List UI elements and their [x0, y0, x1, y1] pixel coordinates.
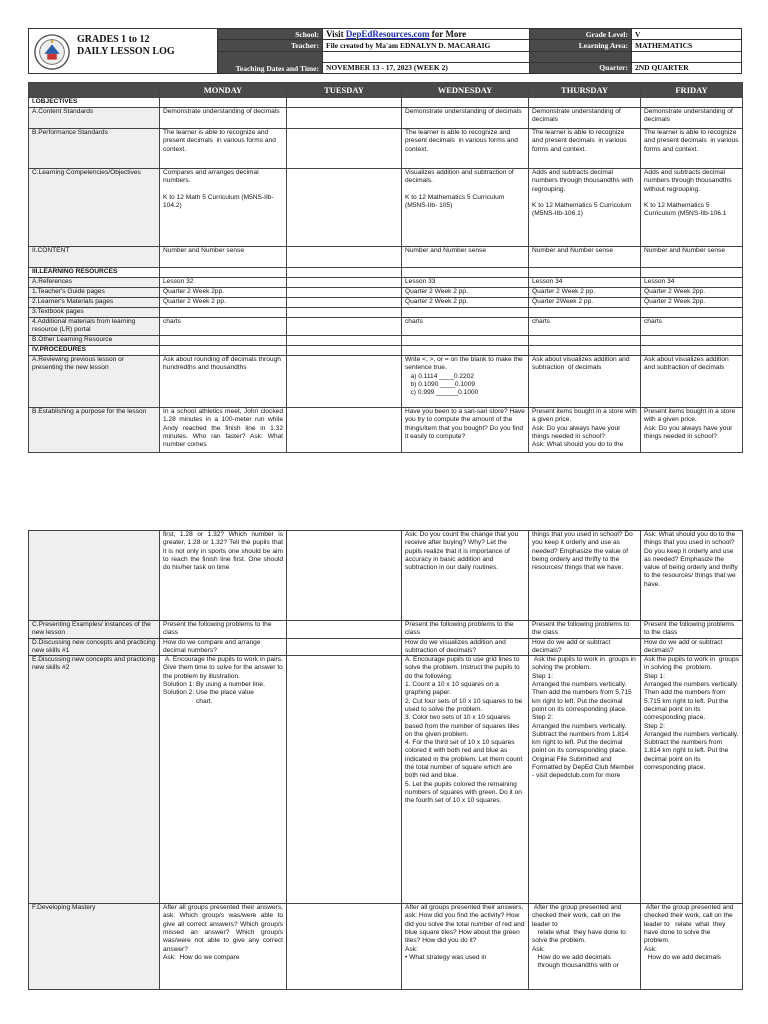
lesson-cell-wednesday: Present the following problems to the class: [402, 621, 529, 639]
grade-label: Grade Level:: [530, 29, 632, 40]
teacher-value: File created by Ma'am EDNALYN D. MACARAIG: [323, 40, 530, 51]
school-link[interactable]: DepEdResources.com: [345, 28, 430, 39]
lesson-cell-monday: Demonstrate understanding of decimals: [160, 108, 287, 129]
lesson-cell-friday: Adds and subtracts decimal numbers through thousandths without regrouping. K to 12 Mathematics 5 Curriculum (M5NS-IIb-106.1: [641, 169, 743, 247]
lesson-row: [29, 247, 743, 268]
lesson-cell-thursday: Ask the pupils to work in groups in solving the problem. Step 1: Arranged the numbers vertically. Then add the numbers from 5.715 km right to left. Put the decimal point on its corresponding place. Step 2: Arranged the numbers vertically. Subtract the numbers from 1.814 km right to left. Put the decimal point on its corresponding place. Original File Submitted and Formatted by DepEd Club Member - visit depedclub.com for more: [529, 656, 641, 904]
lesson-cell-wednesday: Quarter 2 Week 2 pp.: [402, 288, 529, 298]
lesson-row: [29, 129, 743, 169]
lesson-cell-tuesday: [287, 318, 402, 336]
grade-value: V: [632, 29, 742, 40]
lesson-cell-friday: Lesson 34: [641, 278, 743, 288]
dates-spacer: [323, 51, 530, 62]
lesson-cell-thursday: Number and Number sense: [529, 247, 641, 268]
lesson-cell-friday: [641, 346, 743, 356]
row-label: 1.Teacher's Guide pages: [29, 288, 160, 298]
page-gap: [0, 476, 768, 530]
lesson-cell-friday: After the group presented and checked their work, call on the leader to relate what they have done to solve the problem. Ask: How do we add decimals: [641, 904, 743, 990]
lesson-cell-friday: Quarter 2 Week 2pp.: [641, 288, 743, 298]
lesson-cell-tuesday: [287, 247, 402, 268]
lesson-cell-monday: Number and Number sense: [160, 247, 287, 268]
lesson-cell-friday: [641, 98, 743, 108]
row-label: II.CONTENT: [29, 247, 160, 268]
lesson-row: [29, 356, 743, 408]
lesson-cell-monday: In a school athletics meet, John clocked 1.28 minutes in a 100-meter run while Andy reached the finish line in 1.32 minutes. Who ran faster? Ask: What number comes: [160, 408, 287, 453]
dates-value: NOVEMBER 13 - 17, 2023 (WEEK 2): [323, 62, 530, 73]
lesson-cell-wednesday: [402, 308, 529, 318]
lesson-cell-monday: A. Encourage the pupils to work in pairs. Give them time to solve for the answer to the problem by illustration. Solution 1: By using a number line. Solution 2: Use the place value chart.: [160, 656, 287, 904]
lesson-cell-wednesday: Have you been to a sari-sari store? Have you try to compute the amount of the things/item that you bought? Do you find it easily to compute?: [402, 408, 529, 453]
day-header: THURSDAY: [529, 83, 641, 98]
lesson-cell-tuesday: [287, 408, 402, 453]
quarter-value: 2ND QUARTER: [632, 62, 742, 73]
lesson-cell-tuesday: [287, 638, 402, 656]
lesson-cell-wednesday: charts: [402, 318, 529, 336]
lesson-row: [29, 108, 743, 129]
lesson-cell-thursday: How do we add or subtract decimals?: [529, 638, 641, 656]
lesson-cell-monday: [160, 336, 287, 346]
lesson-cell-thursday: Quarter 2 Week 2 pp.: [529, 288, 641, 298]
lesson-cell-friday: [641, 268, 743, 278]
lesson-cell-monday: charts: [160, 318, 287, 336]
row-label: F.Developing Mastery: [29, 904, 160, 990]
lesson-cell-thursday: [529, 346, 641, 356]
row-label: [29, 531, 160, 621]
lesson-cell-tuesday: [287, 108, 402, 129]
lesson-cell-friday: charts: [641, 318, 743, 336]
lesson-cell-tuesday: [287, 904, 402, 990]
quarter-label: Quarter:: [530, 62, 632, 73]
lesson-cell-monday: [160, 98, 287, 108]
lesson-cell-monday: [160, 346, 287, 356]
lesson-cell-thursday: Lesson 34: [529, 278, 641, 288]
lesson-cell-friday: Demonstrate understanding of decimals: [641, 108, 743, 129]
row-label: B.Performance Standards: [29, 129, 160, 169]
lesson-cell-monday: [160, 268, 287, 278]
lesson-cell-wednesday: The learner is able to recognize and present decimals in various forms and context.: [402, 129, 529, 169]
title-line2: DAILY LESSON LOG: [77, 46, 175, 57]
row-label: B.Establishing a purpose for the lesson: [29, 408, 160, 453]
section-row: [29, 346, 743, 356]
lesson-cell-thursday: charts: [529, 318, 641, 336]
lesson-cell-monday: Ask about rounding off decimals through hundredths and thousandths: [160, 356, 287, 408]
lesson-cell-tuesday: [287, 169, 402, 247]
school-label: School:: [218, 29, 323, 40]
lesson-row: [29, 308, 743, 318]
lesson-cell-friday: Ask the pupils to work in groups in solving the problem. Step 1: Arranged the numbers vertically. Then add the numbers from 5.715 km right to left. Put the decimal point on its corresponding place. Step 2: Arranged the numbers vertically. Subtract the numbers from 1.814 km right to left. Put the decimal point on its corresponding place.: [641, 656, 743, 904]
row-label: 2.Learner's Materials pages: [29, 298, 160, 308]
lesson-cell-friday: The learner is able to recognize and present decimals in various forms and context.: [641, 129, 743, 169]
lesson-cell-tuesday: [287, 356, 402, 408]
row-label: A.Content Standards: [29, 108, 160, 129]
lesson-row: [29, 318, 743, 336]
lesson-cell-thursday: Ask about visualizes addition and subtraction of decimals: [529, 356, 641, 408]
lesson-cell-monday: [160, 308, 287, 318]
lesson-cell-tuesday: [287, 346, 402, 356]
teacher-label: Teacher:: [218, 40, 323, 51]
row-label: 4.Additional materials from learning resource (LR) portal: [29, 318, 160, 336]
row-label: III.LEARNING RESOURCES: [29, 268, 160, 278]
lesson-row: [29, 336, 743, 346]
lesson-cell-thursday: [529, 308, 641, 318]
lesson-cell-friday: Number and Number sense: [641, 247, 743, 268]
lesson-cell-thursday: Adds and subtracts decimal numbers through thousandths with regrouping. K to 12 Mathematics 5 Curriculum (M5NS-IIb-106.1): [529, 169, 641, 247]
lesson-cell-thursday: things that you used in school? Do you keep it orderly and use as needed? Emphasize the value of being orderly and thrifty to the resources/ things that we have.: [529, 531, 641, 621]
lesson-cell-wednesday: Ask: Do you count the change that you receive after buying? Why? Let the pupils realize that it is importance of accuracy in basic addition and subtraction in our daily routines.: [402, 531, 529, 621]
lesson-cell-wednesday: [402, 336, 529, 346]
day-header: TUESDAY: [287, 83, 402, 98]
lesson-row: [29, 904, 743, 990]
lesson-cell-wednesday: Quarter 2 Week 2 pp.: [402, 298, 529, 308]
lesson-cell-tuesday: [287, 278, 402, 288]
deped-seal-icon: [33, 33, 71, 71]
lesson-cell-tuesday: [287, 298, 402, 308]
row-label: B.Other Learning Resource: [29, 336, 160, 346]
lesson-cell-tuesday: [287, 268, 402, 278]
lesson-cell-thursday: Present the following problems to the class: [529, 621, 641, 639]
lesson-cell-tuesday: [287, 98, 402, 108]
lesson-cell-thursday: [529, 268, 641, 278]
lesson-cell-wednesday: After all groups presented their answers, ask: How did you find the activity? How did you solve the total number of red and blue square tiles? How about the green tiles? How did you do it? Ask: • What strategy was used in: [402, 904, 529, 990]
lesson-cell-monday: Quarter 2 Week 2pp.: [160, 288, 287, 298]
day-header: MONDAY: [160, 83, 287, 98]
area-label: Learning Area:: [530, 40, 632, 51]
title-line1: GRADES 1 to 12: [77, 34, 150, 45]
lesson-cell-wednesday: [402, 268, 529, 278]
lesson-cell-thursday: Present items bought in a store with a given price. Ask: Do you always have your things needed in school? Ask: What should you do to the: [529, 408, 641, 453]
lesson-cell-wednesday: Visualizes addition and subtraction of decimals. K to 12 Mathematics 5 Curriculum (M5NS-IIb- 105): [402, 169, 529, 247]
spacer-label: [530, 51, 632, 62]
row-label: E.Discussing new concepts and practicing new skills #2: [29, 656, 160, 904]
logo-cell: [29, 29, 218, 74]
section-row: [29, 268, 743, 278]
lesson-cell-thursday: [529, 98, 641, 108]
lesson-cell-wednesday: Number and Number sense: [402, 247, 529, 268]
row-label: C.Learning Competencies/Objectives: [29, 169, 160, 247]
lesson-cell-friday: Present the following problems to the class: [641, 621, 743, 639]
dates-label: Teaching Dates and Time:: [218, 51, 323, 74]
lesson-cell-monday: Compares and arranges decimal numbers. K to 12 Math 5 Curriculum (M5NS-IIb-104.2): [160, 169, 287, 247]
lesson-cell-friday: Ask: What should you do to the things that you used in school? Do you keep it orderly and use as needed? Emphasize the value of being orderly and thrifty to the resources/ things that we have.: [641, 531, 743, 621]
lesson-cell-monday: How do we compare and arrange decimal numbers?: [160, 638, 287, 656]
lesson-row: [29, 408, 743, 453]
lesson-cell-monday: The learner is able to recognize and present decimals in various forms and context.: [160, 129, 287, 169]
lesson-cell-tuesday: [287, 129, 402, 169]
lesson-row: [29, 298, 743, 308]
lesson-cell-thursday: The learner is able to recognize and present decimals in various forms and context.: [529, 129, 641, 169]
lesson-cell-tuesday: [287, 288, 402, 298]
lesson-cell-wednesday: A. Encourage pupils to use grid lines to solve the problem. Instruct the pupils to do the following: 1. Count a 10 x 10 squares on a graphing paper. 2. Cut four sets of 10 x 10 squares to be used to solve the problem. 3. Color two sets of 10 x 10 squares based from the number of squares tiles on the given problem. 4. For the third set of 10 x 10 squares colored it with both red and blue as indicated in the problem. Let them count the total number of square which are both red and blue. 5. Let the pupils colored the remaining numbers of squares with green. Do it on the fourth set of 10 x 10 squares.: [402, 656, 529, 904]
row-label: I.OBJECTIVES: [29, 98, 160, 108]
header-table: [28, 28, 742, 74]
lesson-cell-tuesday: [287, 656, 402, 904]
area-value: MATHEMATICS: [632, 40, 742, 51]
lesson-cell-monday: Quarter 2 Week 2 pp.: [160, 298, 287, 308]
lesson-cell-wednesday: How do we visualizes addition and subtraction of decimals?: [402, 638, 529, 656]
lesson-row: [29, 656, 743, 904]
lesson-table-page2: [28, 530, 743, 990]
lesson-cell-wednesday: Lesson 33: [402, 278, 529, 288]
lesson-cell-friday: [641, 308, 743, 318]
lesson-cell-tuesday: [287, 336, 402, 346]
corner-header: [29, 83, 160, 98]
lesson-row: [29, 288, 743, 298]
lesson-cell-friday: [641, 336, 743, 346]
lesson-cell-friday: Quarter 2 Week 2pp.: [641, 298, 743, 308]
lesson-cell-thursday: [529, 336, 641, 346]
lesson-table-page1: [28, 82, 743, 453]
lesson-cell-friday: Ask about visualizes addition and subtraction of decimals: [641, 356, 743, 408]
row-label: 3.Textbook pages: [29, 308, 160, 318]
lesson-cell-tuesday: [287, 308, 402, 318]
spacer-value: [632, 51, 742, 62]
day-header: WEDNESDAY: [402, 83, 529, 98]
row-label: A.References: [29, 278, 160, 288]
day-header: FRIDAY: [641, 83, 743, 98]
lesson-cell-wednesday: Write <, >, or = on the blank to make the sentence true. a) 0.1114 ____0.2202 b) 0.1090 ____0.1009 c) 0.999 ______0.1000: [402, 356, 529, 408]
lesson-row: [29, 278, 743, 288]
lesson-cell-tuesday: [287, 621, 402, 639]
lesson-cell-thursday: Quarter 2Week 2 pp.: [529, 298, 641, 308]
row-label: C.Presenting Examples/ instances of the new lesson: [29, 621, 160, 639]
lesson-cell-monday: Lesson 32: [160, 278, 287, 288]
row-label: IV.PROCEDURES: [29, 346, 160, 356]
lesson-cell-thursday: After the group presented and checked their work, call on the leader to relate what they have done to solve the problem. Ask: How do we add decimals through thousandths with or: [529, 904, 641, 990]
row-label: A.Reviewing previous lesson or presenting the new lesson: [29, 356, 160, 408]
lesson-cell-monday: Present the following problems to the class: [160, 621, 287, 639]
lesson-cell-friday: Present items bought in a store with a given price. Ask: Do you always have your things needed in school?: [641, 408, 743, 453]
lesson-cell-wednesday: Demonstrate understanding of decimals: [402, 108, 529, 129]
lesson-cell-thursday: Demonstrate understanding of decimals: [529, 108, 641, 129]
lesson-cell-monday: first, 1.28 or 1.32? Which number is greater, 1.28 or 1.32? Tell the pupils that it is not only in sports one should be aim to reach the finish line first. One should do his/her task on time: [160, 531, 287, 621]
lesson-cell-wednesday: [402, 98, 529, 108]
school-value: Visit DepEdResources.com for More: [323, 29, 530, 40]
section-row: [29, 98, 743, 108]
lesson-row: [29, 169, 743, 247]
lesson-row: [29, 638, 743, 656]
lesson-cell-friday: How do we add or subtract decimals?: [641, 638, 743, 656]
lesson-row: [29, 621, 743, 639]
lesson-cell-tuesday: [287, 531, 402, 621]
lesson-cell-wednesday: [402, 346, 529, 356]
lesson-row: [29, 531, 743, 621]
row-label: D.Discussing new concepts and practicing new skills #1: [29, 638, 160, 656]
lesson-cell-monday: After all groups presented their answers, ask: Which group/s was/were able to give all correct answers? Which group/s missed an answer? Which group/s was/were not able to give any correct answer? Ask: How do we compare: [160, 904, 287, 990]
